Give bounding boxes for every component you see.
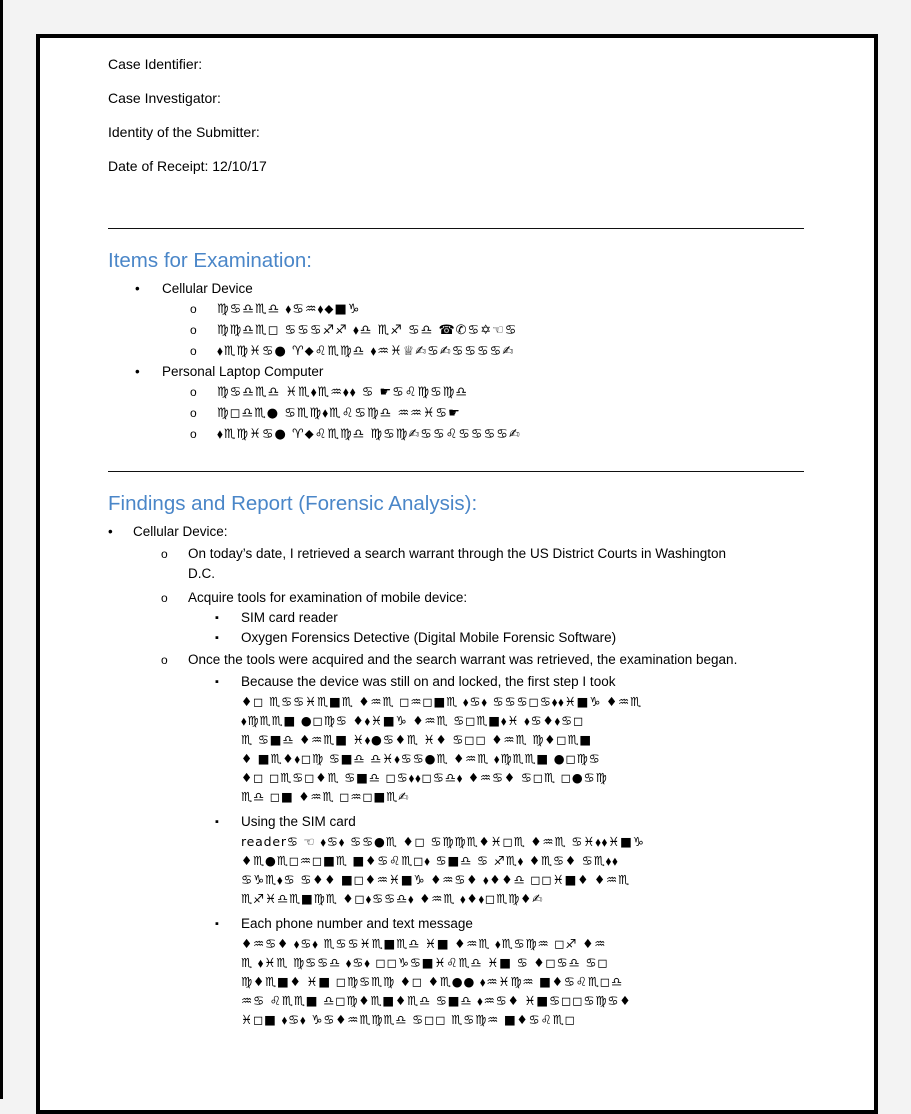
step-glyph-text: reader♋ ☜ ⬧♋⬧ ♋♋●♏ ♦◻ ♋♍♍♏♦♓◻♏ ♦♒♏ ♋♓⬧⬧♓■♑ ♦♏●♏◻♒◻■♏ ■♦♋♌♏◻⬧ ♋■♎ ♋ ♐♏⬧ ♦♏♋♦ ♋♏⬧⬧ ♋♑♏⬧♋ ♋♦♦ ■◻♦♒♓■♑ ♦♒♋♦ ⬧♦♦♎ ◻◻♓■♦ ♦♒♏ ♏♐♓♎♏■♍♏ ♦◻⬧♋♋♎⬧ ♦♒♏ ⬧♦⬧◻♏♍♦✍ xyxy=(241,834,645,906)
item-cellular-device: • Cellular Device xyxy=(108,279,828,299)
items-heading: Items for Examination: xyxy=(108,249,312,272)
item-sub xyxy=(108,320,828,341)
step-text: Using the SIM card xyxy=(241,814,356,829)
item-laptop: • Personal Laptop Computer xyxy=(108,362,828,382)
item-sub-text: ♍♋♎♏♎ ⬧♋♒⬧⬥■♑ xyxy=(217,302,361,317)
submitter-identity: Identity of the Submitter: xyxy=(108,124,260,140)
findings-heading: Findings and Report (Forensic Analysis): xyxy=(108,492,478,515)
item-sub xyxy=(108,382,828,403)
case-identifier: Case Identifier: xyxy=(108,56,203,72)
item-sub xyxy=(108,341,828,362)
item-sub-text: ♍♍♎♏◻ ♋♋♋♐♐ ⬧♎ ♏♐ ♋♎ ☎✆♋✡☜♋ xyxy=(217,323,518,338)
item-sub-text: ⬧♏♍♓♋● ♈⬥♌♏♍♎ ♍♋♍✍♋♋♌♋♋♋♋✍ xyxy=(217,427,521,442)
window-edge xyxy=(0,0,3,1099)
finding-point: o Acquire tools for examination of mobile device: xyxy=(106,588,828,608)
step-item xyxy=(106,812,828,908)
items-list xyxy=(108,279,828,445)
step-glyph-text: ♦♒♋♦ ⬧♋⬧ ♏♋♋♓♏■♏♎ ♓■ ♦♒♏ ⬧♏♋♍♒ ◻♐ ♦♒ ♏ ⬧♓♏ ♍♋♋♎ ⬧♋⬧ ◻◻♑♋■♓♌♏♎ ♓■ ♋ ♦◻♋♎ ♋◻ ♍♦♏■♦ ♓■ ◻♍♋♏♍ ♦◻ ♦♏●● ⬧♒♓♍♒ ■♦♋♌♏◻♎ ♒♋ ♌♏♏■ ♎◻♍♦♏■♦♏♎ ♋■♎ ⬧♒♋♦ ♓■♋◻◻♋♍♋♦ ♓◻■ ⬧♋⬧ ♑♋♦♒♏♍♏♎ ♋◻◻ ♏♋♍♒ ■♦♋♌♏◻ xyxy=(241,936,632,1027)
step-text: Because the device was still on and locked, the first step I took xyxy=(241,674,616,689)
item-sub xyxy=(108,403,828,424)
item-sub-text: ♍◻♎♏● ♋♏♍⬧♏♌♋♍♎ ♒♒♓♋☛ xyxy=(217,406,461,421)
item-sub xyxy=(108,424,828,445)
finding-point xyxy=(106,544,828,584)
step-glyph-text: ♦◻ ♏♋♋♓♏■♏ ♦♒♏ ◻♒◻■♏ ⬧♋⬧ ♋♋♋◻♋⬧⬧♓■♑ ♦♒♏ ⬧♍♏♏■ ●◻♍♋ ♦⬧♓■♑ ♦♒♏ ♋◻♏■⬧♓ ⬧♋♦⬧♋◻ ♏ ♋■♎ ♦♒♏■ ♓⬧●♋♦♏ ♓♦ ♋◻◻ ♦♒♏ ♍♦◻♏■ ♦ ■♏♦⬧◻♍ ♋■♎ ♎♓⬧♋♋●♏ ♦♒♏ ⬧♍♏♏■ ●◻♍♋ ♦◻ ◻♏♋◻♦♏ ♋■♎ ◻♋⬧⬧◻♋♎⬧ ♦♒♋♦ ♋◻♏ ◻●♋♍ ♏♎ ◻■ ♦♒♏ ◻♒◻■♏✍ xyxy=(241,694,643,804)
finding-device: • Cellular Device: xyxy=(106,522,828,542)
step-item xyxy=(106,672,828,806)
item-sub xyxy=(108,299,828,320)
finding-text: D.C. xyxy=(188,566,215,581)
item-sub-text: ⬧♏♍♓♋● ♈⬥♌♏♍♎ ⬧♒♓♕✍♋✍♋♋♋♋✍ xyxy=(217,344,515,359)
finding-point: o Once the tools were acquired and the search warrant was retrieved, the examination began. xyxy=(106,650,828,670)
step-text: Each phone number and text message xyxy=(241,916,473,931)
tool-item: ▪ Oxygen Forensics Detective (Digital Mobile Forensic Software) xyxy=(106,628,828,648)
document-content xyxy=(108,56,828,1029)
finding-text: On today’s date, I retrieved a search warrant through the US District Courts in Washington xyxy=(188,546,727,561)
step-item xyxy=(106,914,828,1029)
findings-list xyxy=(106,522,828,1029)
tool-item: ▪ SIM card reader xyxy=(106,608,828,628)
item-sub-text: ♍♋♎♏♎ ♓♏⬧♏♒⬧⬧ ♋ ☛♋♌♍♋♍♎ xyxy=(217,385,469,400)
document-page xyxy=(36,34,878,1114)
date-of-receipt: Date of Receipt: 12/10/17 xyxy=(108,158,267,174)
case-investigator: Case Investigator: xyxy=(108,90,221,106)
